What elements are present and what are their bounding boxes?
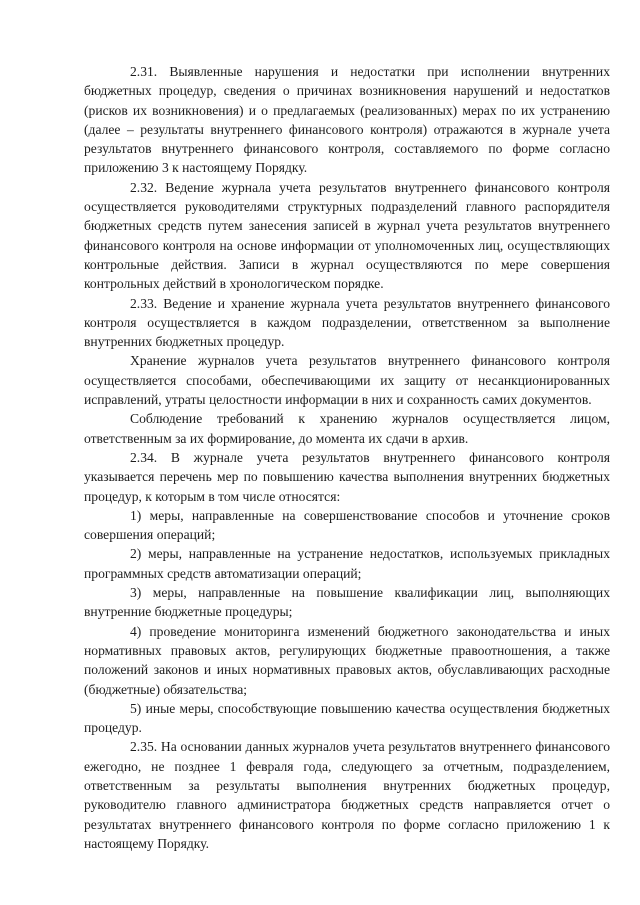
list-item-2: 2) меры, направленные на устранение недостатков, используемых прикладных программных средств автоматизации операций; <box>84 546 610 581</box>
document-page <box>84 62 610 853</box>
list-item-4: 4) проведение мониторинга изменений бюджетного законодательства и иных нормативных правовых актов, регулирующих бюджетные правоотношения, а также положений законов и иных нормативных правовых актов, обуславливающих расходные (бюджетные) обязательства; <box>84 623 610 697</box>
list-item-3: 3) меры, направленные на повышение квалификации лиц, выполняющих внутренние бюджетные процедуры; <box>84 585 610 620</box>
paragraph-journal-storage: Хранение журналов учета результатов внутреннего финансового контроля осуществляется способами, обеспечивающими их защиту от несанкционированных исправлений, утраты целостности информации в них и сохранность самих документов. <box>84 353 610 408</box>
paragraph-2-32: 2.32. Ведение журнала учета результатов внутреннего финансового контроля осуществляется руководителями структурных подразделений главного распорядителя бюджетных средств путем занесения записей в журнал учета результатов внутреннего финансового контроля на основе информации от уполномоченных лиц, осуществляющих контрольные действия. Записи в журнал осуществляются по мере совершения контрольных действий в хронологическом порядке. <box>84 179 610 292</box>
paragraph-storage-compliance: Соблюдение требований к хранению журналов осуществляется лицом, ответственным за их формирование, до момента их сдачи в архив. <box>84 411 610 446</box>
paragraph-2-31: 2.31. Выявленные нарушения и недостатки при исполнении внутренних бюджетных процедур, сведения о причинах возникновения нарушений и недостатков (рисков их возникновения) и о предлагаемых (реализованных) мерах по их устранению (далее – результаты внутреннего финансового контроля) отражаются в журнале учета результатов внутреннего финансового контроля, составляемого по форме согласно приложению 3 к настоящему Порядку. <box>84 64 610 176</box>
list-item-5: 5) иные меры, способствующие повышению качества осуществления бюджетных процедур. <box>84 700 610 736</box>
list-item-1: 1) меры, направленные на совершенствование способов и уточнение сроков совершения операций; <box>84 507 610 543</box>
paragraph-2-33: 2.33. Ведение и хранение журнала учета результатов внутреннего финансового контроля осуществляется в каждом подразделении, ответственном за выполнение внутренних бюджетных процедур. <box>84 295 610 350</box>
paragraph-2-34: 2.34. В журнале учета результатов внутреннего финансового контроля указывается перечень мер по повышению качества выполнения внутренних бюджетных процедур, к которым в том числе относятся: <box>84 449 610 504</box>
paragraph-2-35: 2.35. На основании данных журналов учета результатов внутреннего финансового ежегодно, не позднее 1 февраля года, следующего за отчетным, подразделением, ответственным за результаты выполнения внутренних бюджетных процедур, руководителю главного администратора бюджетных средств направляется отчет о результатах внутреннего финансового контроля по форме согласно приложению 1 к настоящему Порядку. <box>84 739 610 851</box>
